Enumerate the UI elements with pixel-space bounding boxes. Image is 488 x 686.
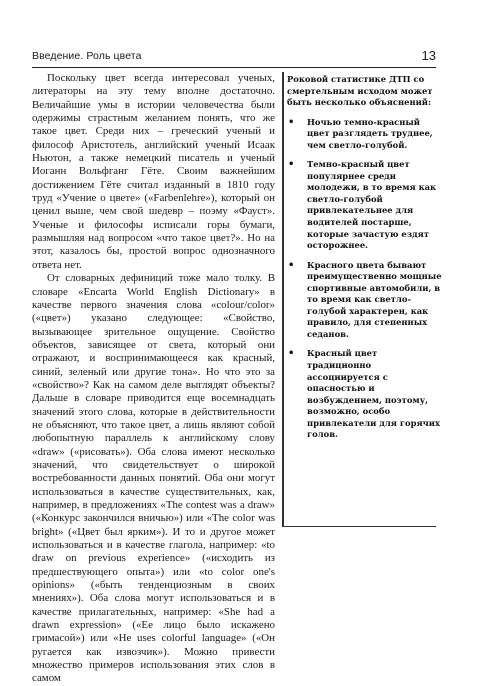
list-item-text: Красного цвета бывают преимущественно мощные спортивные автомобили, в то время как светло-голубой характерен, как правило, для степенных седанов. — [307, 259, 442, 339]
bullet-icon: • — [288, 259, 295, 271]
list-item — [285, 348, 442, 440]
paragraph: Поскольку цвет всегда интересовал ученых, литераторы на эту тему вполне достаточно. Величайшие умы в истории человечества были одержимы страстным желанием понять, что же такое цвет. Среди них – греческий ученый и философ Аристотель, английский ученый Исаак Ньютон, а также немецкий писатель и ученый Иоганн Вольфганг Гёте. Своим важнейшим достижением Гёте считал изданный в 1810 году труд «Учение о цвете» («Farbenlehre»), который он ценил выше, чем свой шедевр – поэму «Фауст». Ученые и философы исписали горы бумаги, размышляя над вопросом «что такое цвет?». Но на этот, казалось бы, простой вопрос однозначного ответа нет. — [32, 72, 275, 271]
list-item-text: Темно-красный цвет популярнее среди молодежи, в то время как светло-голубой привлекательнее для водителей постарше, которые зачастую ездят осторожнее. — [307, 159, 437, 251]
header-rule — [32, 67, 436, 68]
bullet-icon: • — [288, 348, 295, 360]
sidebar-divider — [282, 72, 284, 527]
list-item-text: Красный цвет традиционно ассоциируется с опасностью и возбуждением, поэтому, возможно, особо привлекатели для горячих голов. — [307, 348, 440, 440]
list-item — [285, 159, 442, 251]
list-item-text: Ночью темно-красный цвет разглядеть труднее, чем светло-голубой. — [307, 116, 433, 150]
bullet-icon: • — [288, 116, 295, 128]
sidebar-bottom-rule — [282, 526, 436, 527]
sidebar-list — [285, 117, 442, 441]
sidebar-intro: Роковой статистике ДТП со смертельным исходом может быть несколько объяснений: — [287, 74, 433, 108]
running-header — [32, 49, 436, 67]
main-text-column — [32, 72, 275, 686]
bullet-icon: • — [288, 159, 295, 171]
sidebar-box — [285, 74, 442, 526]
list-item — [285, 260, 442, 341]
list-item — [285, 117, 442, 152]
page-number: 13 — [421, 48, 436, 63]
chapter-title: Введение. Роль цвета — [32, 50, 142, 62]
paragraph: От словарных дефиниций тоже мало толку. В словаре «Encarta World English Dictionary» в качестве первого значения слова «colour/color» («цвет») указано следующее: «Свойство, вызывающее зрительное ощущение. Свойство объектов, зависящее от света, который они отражают, и воспринимающееся как красный, синий, зеленый или другие тона». Но что это за «свойство»? Как на самом деле выглядят объекты? Дальше в словаре приводится еще восемнадцать значений этого слова, которые в действительности не объясняют, что такое цвет, а лишь являют собой любопытную параллель к английскому слову «draw» («рисовать»). Оба слова имеют несколько значений, что свидетельствует о широкой востребованности данных понятий. Оба они могут использоваться в качестве существительных, как, например, в предложениях «The contest was a draw» («Конкурс закончился вничью») или «The color was bright» («Цвет был ярким»). И то и другое может использоваться и в качестве глагола, например: «to draw on previous experience» («исходить из предшествующего опыта») или «to color one's opinions» («быть тенденциозным в своих мнениях»). Оба слова могут использоваться и в качестве прилагательных, например: «She had a drawn expression» («Ее лицо было искажено гримасой») или «He uses colorful language» («Он ругается как извозчик»). Можно привести множество примеров использования этих слов в самом — [32, 272, 275, 685]
